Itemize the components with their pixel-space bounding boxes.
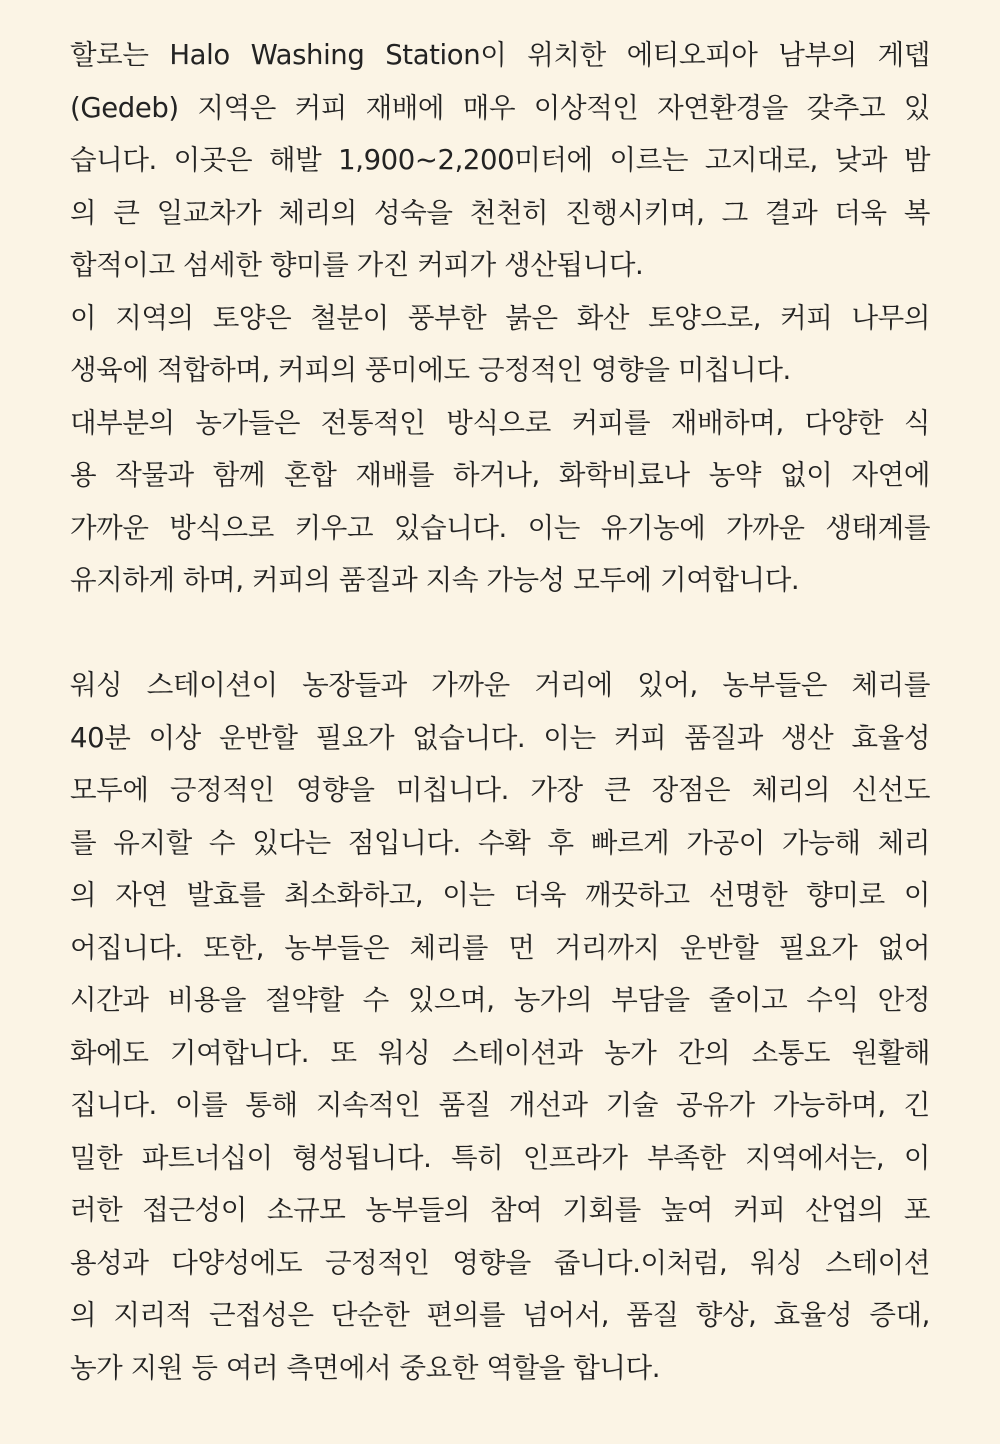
- text-line: 용성과 다양성에도 긍정적인 영향을 줍니다.이처럼, 워싱 스테이션: [70, 1246, 930, 1279]
- text-line: 생육에 적합하며, 커피의 풍미에도 긍정적인 영향을 미칩니다.: [70, 354, 791, 386]
- text-line: 를 유지할 수 있다는 점입니다. 수확 후 빠르게 가공이 가능해 체리: [70, 826, 930, 859]
- paragraph-farming-methods: [70, 397, 930, 607]
- text-line: 습니다. 이곳은 해발 1,900~2,200미터에 이르는 고지대로, 낮과 밤: [70, 144, 930, 176]
- text-line: 러한 접근성이 소규모 농부들의 참여 기회를 높여 커피 산업의 포: [70, 1194, 930, 1226]
- text-line: 의 큰 일교차가 체리의 성숙을 천천히 진행시키며, 그 결과 더욱 복: [70, 196, 930, 229]
- paragraph-gedeb-environment: [70, 29, 930, 292]
- text-line: 용 작물과 함께 혼합 재배를 하거나, 화학비료나 농약 없이 자연에: [70, 459, 930, 491]
- text-line: 워싱 스테이션이 농장들과 가까운 거리에 있어, 농부들은 체리를: [70, 669, 930, 701]
- text-line: 농가 지원 등 여러 측면에서 중요한 역할을 합니다.: [70, 1351, 661, 1384]
- text-line: 40분 이상 운반할 필요가 없습니다. 이는 커피 품질과 생산 효율성: [70, 721, 930, 754]
- text-line: 집니다. 이를 통해 지속적인 품질 개선과 기술 공유가 가능하며, 긴: [70, 1089, 930, 1121]
- text-line: 이 지역의 토양은 철분이 풍부한 붉은 화산 토양으로, 커피 나무의: [70, 301, 930, 334]
- paragraph-soil: [70, 292, 930, 397]
- text-line: 시간과 비용을 절약할 수 있으며, 농가의 부담을 줄이고 수익 안정: [70, 984, 930, 1016]
- text-line: 가까운 방식으로 키우고 있습니다. 이는 유기농에 가까운 생태계를: [70, 511, 930, 544]
- text-line: 유지하게 하며, 커피의 품질과 지속 가능성 모두에 기여합니다.: [70, 564, 800, 596]
- paragraph-spacer: [70, 607, 930, 660]
- text-line: 화에도 기여합니다. 또 워싱 스테이션과 농가 간의 소통도 원활해: [70, 1036, 930, 1069]
- text-line: 의 지리적 근접성은 단순한 편의를 넘어서, 품질 향상, 효율성 증대,: [70, 1299, 930, 1331]
- text-line: 합적이고 섬세한 향미를 가진 커피가 생산됩니다.: [70, 249, 644, 281]
- text-line: 밀한 파트너십이 형성됩니다. 특히 인프라가 부족한 지역에서는, 이: [70, 1141, 930, 1174]
- text-line: 대부분의 농가들은 전통적인 방식으로 커피를 재배하며, 다양한 식: [70, 406, 930, 439]
- text-line: (Gedeb) 지역은 커피 재배에 매우 이상적인 자연환경을 갖추고 있: [70, 91, 930, 124]
- text-line: 어집니다. 또한, 농부들은 체리를 먼 거리까지 운반할 필요가 없어: [70, 931, 930, 964]
- text-line: 할로는 Halo Washing Station이 위치한 에티오피아 남부의 게뎁: [70, 39, 930, 71]
- paragraph-washing-station-proximity: [70, 659, 930, 1394]
- text-line: 의 자연 발효를 최소화하고, 이는 더욱 깨끗하고 선명한 향미로 이: [70, 879, 930, 911]
- text-line: 모두에 긍정적인 영향을 미칩니다. 가장 큰 장점은 체리의 신선도: [70, 774, 930, 806]
- document-body: [70, 29, 930, 1394]
